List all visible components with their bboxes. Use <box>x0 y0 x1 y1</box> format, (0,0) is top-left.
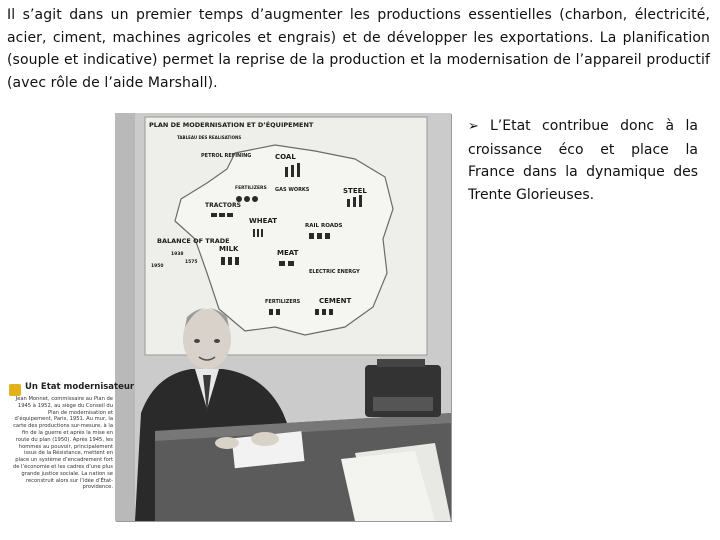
photo-caption <box>7 382 135 516</box>
label-steel: STEEL <box>343 187 367 195</box>
bullet-text: L’Etat contribue donc à la croissance éco et place la France dans la dynamique des Trente Glorieuses. <box>468 118 698 203</box>
photo-illustration <box>115 113 451 521</box>
caption-title: Un Etat modernisateur <box>25 382 135 392</box>
photo-jean-monnet <box>115 113 451 521</box>
label-wheat: WHEAT <box>249 217 278 225</box>
label-rail-roads: RAIL ROADS <box>305 223 343 229</box>
bullet-point <box>468 115 698 206</box>
label-electric-energy: ELECTRIC ENERGY <box>309 269 360 275</box>
label-agri-fertilizers: FERTILIZERS <box>235 186 267 191</box>
label-value-a: 1575 <box>185 260 198 265</box>
label-petrol-refining: PETROL REFINING <box>201 153 252 159</box>
label-balance-of-trade: BALANCE OF TRADE <box>157 237 230 245</box>
label-coal: COAL <box>275 153 296 161</box>
label-meat: MEAT <box>277 249 299 257</box>
label-tractors: TRACTORS <box>205 202 241 209</box>
arrow-bullet-icon: ➢ <box>468 119 479 134</box>
map-title: PLAN DE MODERNISATION ET D’ÉQUIPEMENT <box>149 121 314 129</box>
caption-badge-icon <box>9 384 21 396</box>
label-cement: CEMENT <box>319 297 352 305</box>
label-year-b: 1950 <box>151 264 164 269</box>
label-gas-works: GAS WORKS <box>275 187 310 193</box>
intro-paragraph: Il s’agit dans un premier temps d’augmenter les productions essentielles (charbon, électricité, acier, ciment, machines agricoles et engrais) et de développer les exportations. La planification (souple et indicative) permet la reprise de la production et la modernisation de l’appareil productif (avec rôle de l’aide Marshall). <box>7 7 710 91</box>
label-fertilizers: FERTILIZERS <box>265 299 301 305</box>
label-year-a: 1938 <box>171 252 184 257</box>
map-subtitle: TABLEAU DES REALISATIONS <box>177 135 242 140</box>
caption-body: Jean Monnet, commissaire au Plan de 1945 à 1952, au siège du Conseil du Plan de modernisation et d’équipement, Paris, 1951. Au mur, la carte des productions sur-mesure, à la fin de la guerre et après la mise en route du plan (1950). Après 1945, les hommes au pouvoir, principalement issus de la Résistance, mettent en place un système d’encadrement fort de l’économie et les cadres d’une plus grande justice sociale. La nation se reconstruit alors sur l’idée d’État-providence. <box>12 396 113 491</box>
label-milk: MILK <box>219 245 239 253</box>
